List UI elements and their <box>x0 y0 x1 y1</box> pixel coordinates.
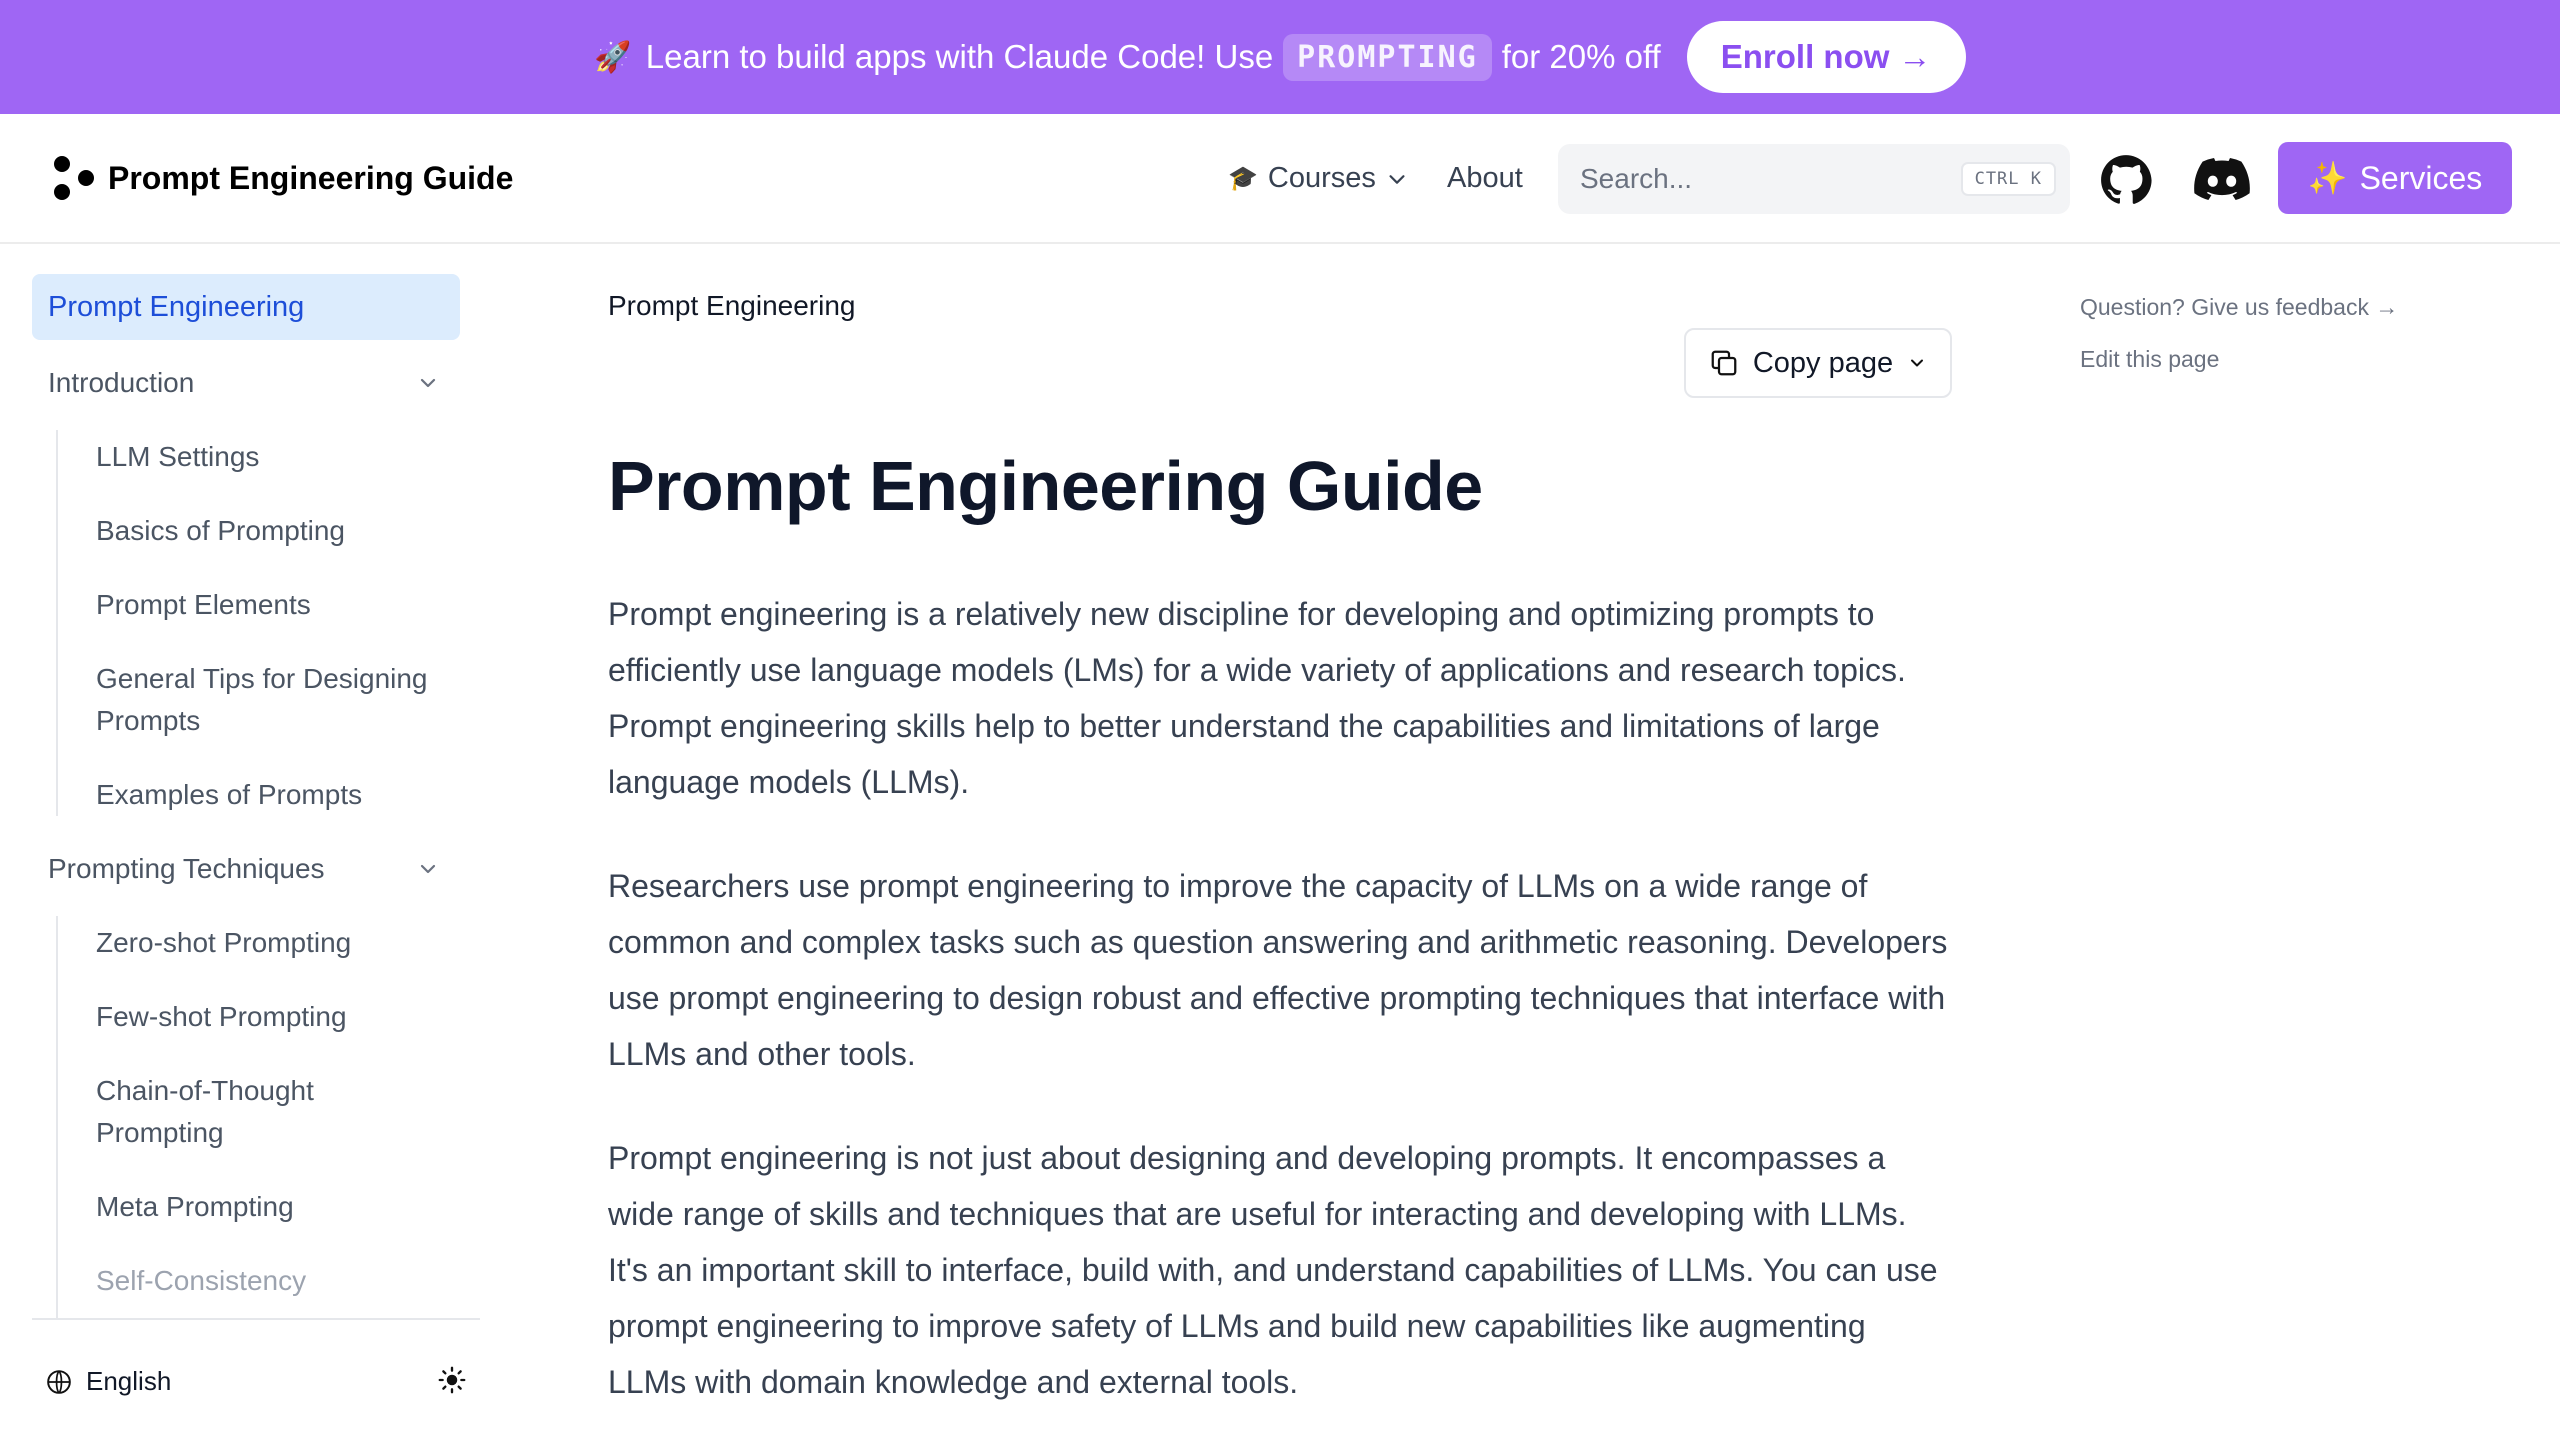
language-switcher[interactable] <box>46 1366 171 1397</box>
breadcrumb[interactable]: Prompt Engineering <box>608 290 856 321</box>
sidebar-section-label: Introduction <box>48 367 195 398</box>
sidebar-tree-line <box>56 430 58 816</box>
chevron-down-icon <box>1907 353 1927 373</box>
nav-about[interactable]: About <box>1447 162 1523 194</box>
edit-page-link[interactable]: Edit this page <box>2080 346 2220 372</box>
banner-text-after: for 20% off <box>1501 38 1661 75</box>
promo-code: PROMPTING <box>1283 34 1492 81</box>
search-placeholder: Search... <box>1580 163 1693 194</box>
language-label: English <box>86 1366 172 1396</box>
github-icon[interactable] <box>2100 154 2152 206</box>
sidebar-item-prompt-elements[interactable]: Prompt Elements <box>96 589 311 620</box>
sidebar-item-zero-shot[interactable]: Zero-shot Prompting <box>96 927 352 958</box>
rocket-icon: 🚀 <box>594 40 632 74</box>
sidebar-item-basics-of-prompting[interactable]: Basics of Prompting <box>96 515 345 546</box>
paragraph-1: Prompt engineering is a relatively new discipline for developing and optimizing prompts to efficiently use language models (LMs) for a wide variety of applications and research topics. Prompt engineering skills help to better understand the capabilities and limitations of large language models (LLMs). <box>608 596 1906 800</box>
copy-page-label: Copy page <box>1752 346 1894 379</box>
feedback-link[interactable]: Question? Give us feedback → <box>2080 294 2399 320</box>
sidebar-item-self-consistency[interactable]: Self-Consistency <box>96 1265 307 1296</box>
sidebar-item-general-tips[interactable]: General Tips for Designing Prompts <box>96 663 428 736</box>
sidebar-item-examples-of-prompts[interactable]: Examples of Prompts <box>96 779 363 810</box>
sidebar-section-label: Prompting Techniques <box>48 853 325 884</box>
services-button[interactable] <box>2278 142 2512 214</box>
search-input[interactable] <box>1558 144 2070 214</box>
graduation-cap-icon: 🎓 <box>1228 165 1258 192</box>
sparkles-icon: ✨ <box>2307 160 2348 196</box>
sidebar-item-chain-of-thought[interactable]: Chain-of-Thought Prompting <box>96 1075 314 1148</box>
sidebar-item-few-shot[interactable]: Few-shot Prompting <box>96 1001 347 1032</box>
sidebar-item-llm-settings[interactable]: LLM Settings <box>96 441 260 472</box>
nav-courses[interactable] <box>1228 162 1408 195</box>
top-nav <box>0 114 2560 244</box>
chevron-down-icon <box>416 371 440 395</box>
sidebar-section-introduction[interactable] <box>48 362 440 404</box>
page-title: Prompt Engineering Guide <box>608 447 1483 525</box>
enroll-button[interactable]: Enroll now → <box>1687 21 1966 93</box>
promo-banner <box>0 0 2560 114</box>
sidebar-item-prompt-engineering[interactable]: Prompt Engineering <box>32 274 460 340</box>
globe-icon <box>46 1369 72 1395</box>
discord-icon[interactable] <box>2194 156 2250 204</box>
sidebar-item-meta-prompting[interactable]: Meta Prompting <box>96 1191 294 1222</box>
paragraph-2: Researchers use prompt engineering to improve the capacity of LLMs on a wide range of common and complex tasks such as question answering and arithmetic reasoning. Developers use prompt engineering to design robust and effective prompting techniques that interface with LLMs and other tools. <box>608 868 1948 1072</box>
nav-courses-label: Courses <box>1267 162 1376 194</box>
copy-icon <box>1709 348 1739 378</box>
sidebar-footer <box>32 1318 480 1428</box>
services-label: Services <box>2359 159 2483 196</box>
sun-icon[interactable] <box>438 1366 466 1394</box>
chevron-down-icon <box>1386 168 1408 190</box>
chevron-down-icon <box>416 857 440 881</box>
sidebar-section-prompting-techniques[interactable] <box>48 848 440 890</box>
search-shortcut-badge: CTRL K <box>1961 162 2056 196</box>
sidebar <box>0 244 480 1440</box>
site-title[interactable]: Prompt Engineering Guide <box>108 160 514 196</box>
sidebar-tree-line <box>56 916 58 1318</box>
paragraph-3: Prompt engineering is not just about designing and developing prompts. It encompasses a wide range of skills and techniques that are useful for interacting and developing with LLMs. It's an important skill to interface, build with, and understand capabilities of LLMs. You can use prompt engineering to improve safety of LLMs and build new capabilities like augmenting LLMs with domain knowledge and external tools. <box>608 1140 1938 1400</box>
site-logo[interactable] <box>50 154 100 204</box>
copy-page-button[interactable] <box>1684 328 1952 398</box>
banner-text-before: Learn to build apps with Claude Code! Use <box>645 38 1274 75</box>
